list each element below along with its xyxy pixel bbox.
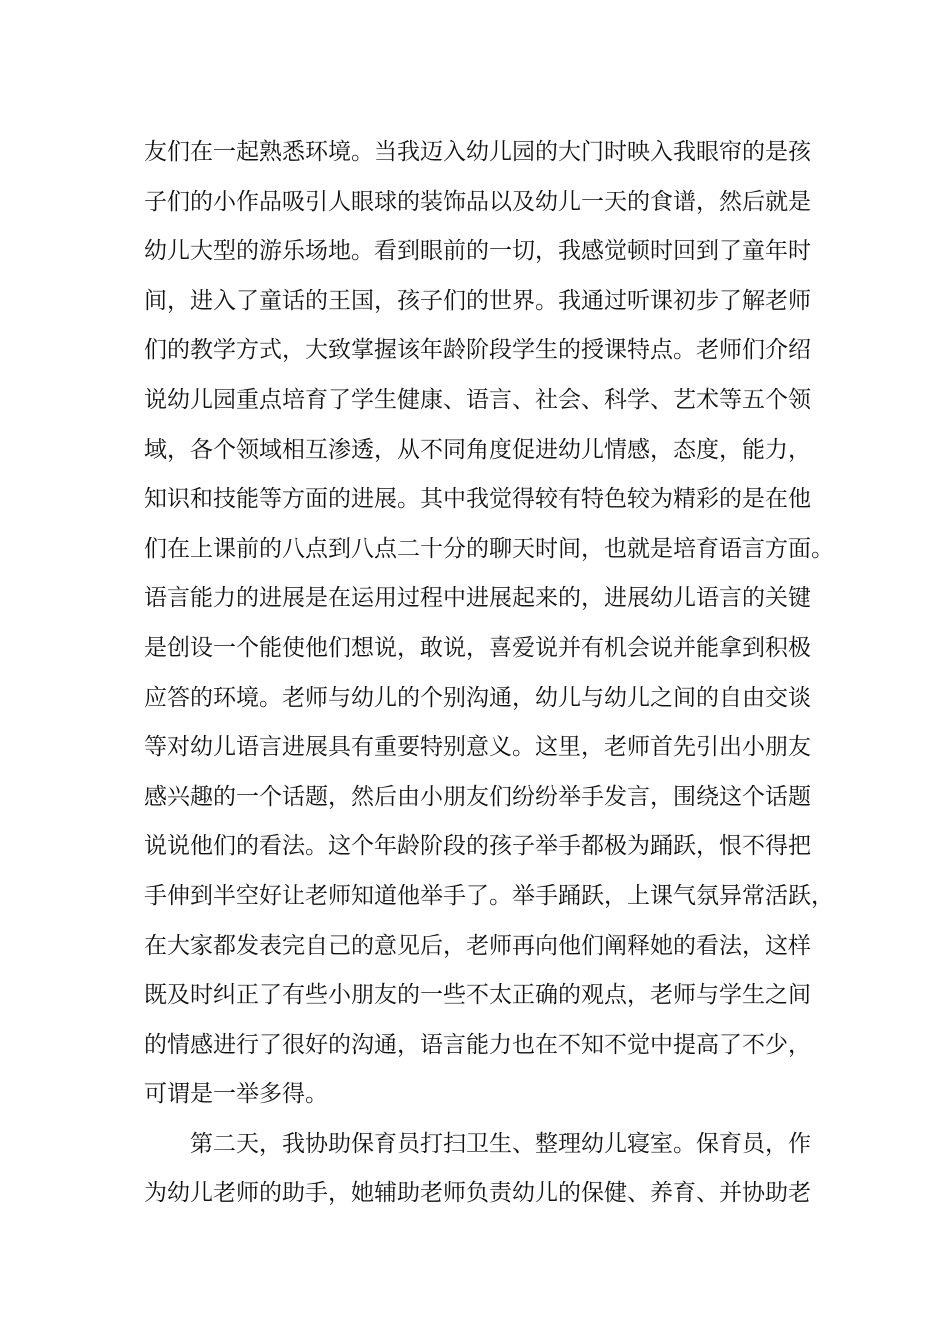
text-line: 手伸到半空好让老师知道他举手了。举手踊跃，上课气氛异常活跃，	[144, 882, 834, 909]
text-line: 是创设一个能使他们想说，敢说，喜爱说并有机会说并能拿到积极	[144, 634, 811, 661]
text-line: 说幼儿园重点培育了学生健康、语言、社会、科学、艺术等五个领	[144, 386, 811, 413]
text-line: 等对幼儿语言进展具有重要特别意义。这里，老师首先引出小朋友	[144, 734, 811, 761]
text-line: 的情感进行了很好的沟通，语言能力也在不知不觉中提高了不少，	[144, 1031, 811, 1058]
text-line: 应答的环境。老师与幼儿的个别沟通，幼儿与幼儿之间的自由交谈	[144, 684, 811, 711]
text-line: 既及时纠正了有些小朋友的一些不太正确的观点，老师与学生之间	[144, 982, 811, 1009]
text-line: 幼儿大型的游乐场地。看到眼前的一切，我感觉顿时回到了童年时	[144, 238, 811, 265]
text-line: 说说他们的看法。这个年龄阶段的孩子举手都极为踊跃，恨不得把	[144, 833, 811, 860]
text-line: 们在上课前的八点到八点二十分的聊天时间，也就是培育语言方面。	[144, 535, 834, 562]
text-line: 为幼儿老师的助手，她辅助老师负责幼儿的保健、养育、并协助老	[144, 1180, 811, 1207]
text-line: 子们的小作品吸引人眼球的装饰品以及幼儿一天的食谱，然后就是	[144, 188, 811, 215]
text-line: 可谓是一举多得。	[144, 1081, 328, 1108]
text-line: 间，进入了童话的王国，孩子们的世界。我通过听课初步了解老师	[144, 287, 811, 314]
text-line: 感兴趣的一个话题，然后由小朋友们纷纷举手发言，围绕这个话题	[144, 783, 811, 810]
paragraph-first-line: 第二天，我协助保育员打扫卫生、整理幼儿寝室。保育员，作	[190, 1130, 811, 1157]
text-line: 友们在一起熟悉环境。当我迈入幼儿园的大门时映入我眼帘的是孩	[144, 139, 811, 165]
text-line: 们的教学方式，大致掌握该年龄阶段学生的授课特点。老师们介绍	[144, 337, 811, 364]
text-line: 域，各个领域相互渗透，从不同角度促进幼儿情感，态度，能力，	[144, 436, 811, 463]
text-line: 在大家都发表完自己的意见后，老师再向他们阐释她的看法，这样	[144, 932, 811, 959]
text-line: 知识和技能等方面的进展。其中我觉得较有特色较为精彩的是在他	[144, 486, 811, 513]
body-text	[144, 128, 844, 1219]
text-line: 语言能力的进展是在运用过程中进展起来的，进展幼儿语言的关键	[144, 585, 811, 612]
